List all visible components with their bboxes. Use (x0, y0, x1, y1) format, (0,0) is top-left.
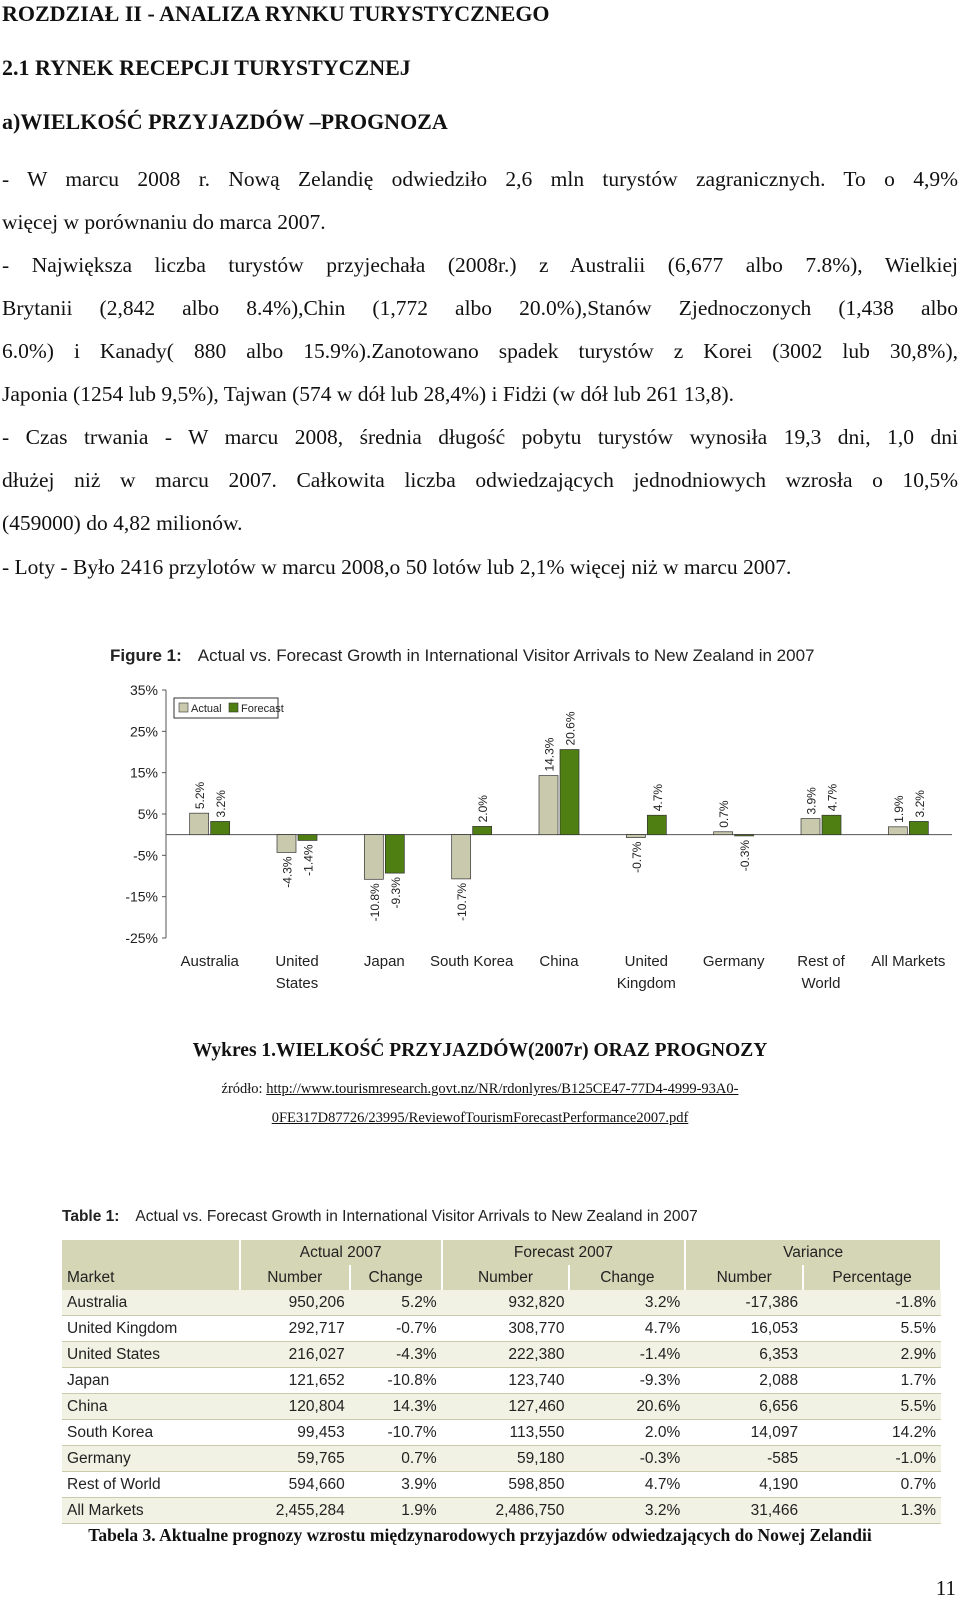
table-cell: -10.8% (350, 1368, 442, 1394)
legend-swatch (179, 703, 188, 712)
bar-value-label: -1.4% (301, 844, 316, 876)
x-category-label: States (275, 975, 319, 992)
bar-actual (539, 776, 558, 835)
text-line: - W marcu 2008 r. Nową Zelandię odwiedziło 2,6 mln turystów zagranicznych. To o 4,9% (2, 167, 958, 191)
table-row (62, 1342, 941, 1368)
bar-value-label: 3.9% (804, 787, 819, 815)
table-cell: 2.0% (569, 1420, 685, 1446)
bar-actual (714, 832, 733, 835)
x-category-label: All Markets (871, 953, 946, 970)
table-cell: 6,353 (685, 1342, 803, 1368)
y-tick-label: -5% (133, 847, 158, 864)
table-row (62, 1472, 941, 1498)
bar-value-label: 14.3% (542, 737, 557, 772)
x-category-label: United (275, 953, 319, 970)
table-cell: 31,466 (685, 1498, 803, 1524)
paragraph-markets (2, 250, 958, 422)
table-cell: -1.0% (803, 1446, 941, 1472)
table-cell-market: Australia (62, 1290, 240, 1316)
table-cell-market: China (62, 1394, 240, 1420)
bar-forecast (647, 815, 666, 834)
table-cell: -4.3% (350, 1342, 442, 1368)
bar-forecast (473, 826, 492, 834)
bar-value-label: -10.7% (455, 882, 470, 921)
table-column-header: Number (442, 1265, 570, 1290)
figure-1 (110, 646, 960, 1026)
table-row (62, 1420, 941, 1446)
table-cell-market: All Markets (62, 1498, 240, 1524)
table-row (62, 1498, 941, 1524)
bar-actual (452, 835, 471, 879)
table-cell: 3.9% (350, 1472, 442, 1498)
bar-actual (626, 835, 645, 838)
table-cell: 594,660 (240, 1472, 350, 1498)
bar-forecast (735, 835, 754, 836)
table-cell: 1.3% (803, 1498, 941, 1524)
text-line: - Loty - Było 2416 przylotów w marcu 2008,o 50 lotów lub 2,1% więcej niż w marcu 2007. (2, 555, 792, 579)
x-category-label: China (539, 953, 579, 970)
table-cell: 6,656 (685, 1394, 803, 1420)
table-cell: 16,053 (685, 1316, 803, 1342)
text-line: dłużej niż w marcu 2007. Całkowita liczba odwiedzających jednodniowych wzrosła o 10,5% (2, 468, 958, 492)
text-line: - Czas trwania - W marcu 2008, średnia długość pobytu turystów wynosiła 19,3 dni, 1,0 dni (2, 425, 958, 449)
source-label: źródło: (221, 1081, 267, 1097)
table-cell: 120,804 (240, 1394, 350, 1420)
table-cell: 123,740 (442, 1368, 570, 1394)
table-cell: 3.2% (569, 1498, 685, 1524)
table-title (62, 1208, 942, 1226)
table-cell: 3.2% (569, 1290, 685, 1316)
table-cell: 20.6% (569, 1394, 685, 1420)
bar-actual (364, 835, 383, 880)
x-category-label: Australia (180, 953, 239, 970)
paragraph-duration (2, 422, 958, 551)
text-line: więcej w porównaniu do marca 2007. (2, 210, 326, 234)
table-cell: -1.4% (569, 1342, 685, 1368)
figure-label: Figure 1: (110, 646, 182, 665)
table-cell-market: Rest of World (62, 1472, 240, 1498)
text-line: (459000) do 4,82 milionów. (2, 511, 243, 535)
text-line: Brytanii (2,842 albo 8.4%),Chin (1,772 albo 20.0%),Stanów Zjednoczonych (1,438 albo (2, 296, 958, 320)
table-column-header: Number (685, 1265, 803, 1290)
table-row (62, 1446, 941, 1472)
table-cell: 127,460 (442, 1394, 570, 1420)
table-cell: -9.3% (569, 1368, 685, 1394)
table-cell: 1.9% (350, 1498, 442, 1524)
table-cell: -17,386 (685, 1290, 803, 1316)
bar-forecast (909, 821, 928, 834)
bar-value-label: 1.9% (891, 795, 906, 823)
table-cell: 14.2% (803, 1420, 941, 1446)
text-line: Japonia (1254 lub 9,5%), Tajwan (574 w dół lub 28,4%) i Fidżi (w dół lub 261 13,8). (2, 382, 734, 406)
x-category-label: Kingdom (616, 975, 676, 992)
table-row (62, 1316, 941, 1342)
table-cell: 4.7% (569, 1316, 685, 1342)
bar-forecast (822, 815, 841, 834)
table-cell: 2,088 (685, 1368, 803, 1394)
table-cell-market: Germany (62, 1446, 240, 1472)
table-caption: Tabela 3. Aktualne prognozy wzrostu międzynarodowych przyjazdów odwiedzających do Nowej Zelandii (88, 1525, 872, 1545)
table-cell: 113,550 (442, 1420, 570, 1446)
table-cell-market: United Kingdom (62, 1316, 240, 1342)
table-group-header: Variance (685, 1240, 941, 1265)
table-cell: -1.8% (803, 1290, 941, 1316)
table-group-header: Actual 2007 (240, 1240, 442, 1265)
table-cell-market: Japan (62, 1368, 240, 1394)
bar-value-label: -4.3% (280, 856, 295, 888)
table-cell: -0.7% (350, 1316, 442, 1342)
table-cell: 14,097 (685, 1420, 803, 1446)
table-row (62, 1394, 941, 1420)
subsection-heading: a)WIELKOŚĆ PRZYJAZDÓW –PROGNOZA (2, 109, 448, 134)
table-group-header: Forecast 2007 (442, 1240, 686, 1265)
table-cell-market: United States (62, 1342, 240, 1368)
table-cell: 216,027 (240, 1342, 350, 1368)
table-cell: 4.7% (569, 1472, 685, 1498)
bar-value-label: 20.6% (563, 711, 578, 746)
y-tick-label: -25% (125, 930, 158, 946)
table-cell: -585 (685, 1446, 803, 1472)
source-link-part2[interactable]: 0FE317D87726/23995/ReviewofTourismForecastPerformance2007.pdf (271, 1110, 689, 1126)
bar-value-label: 0.7% (717, 800, 732, 828)
figure-source (0, 1075, 960, 1133)
bar-forecast (211, 821, 230, 834)
source-link-part1[interactable]: http://www.tourismresearch.govt.nz/NR/rdonlyres/B125CE47-77D4-4999-93A0- (266, 1081, 739, 1097)
figure-title-text: Actual vs. Forecast Growth in International Visitor Arrivals to New Zealand in 2007 (197, 646, 815, 665)
table-column-header: Change (350, 1265, 442, 1290)
table-cell: 5.5% (803, 1316, 941, 1342)
table-cell: 308,770 (442, 1316, 570, 1342)
table-cell: 4,190 (685, 1472, 803, 1498)
chapter-heading: ROZDZIAŁ II - ANALIZA RYNKU TURYSTYCZNEGO (2, 1, 550, 26)
bar-value-label: 5.2% (193, 781, 208, 810)
table-column-header: Percentage (803, 1265, 941, 1290)
table-cell: 598,850 (442, 1472, 570, 1498)
table-column-header: Market (62, 1265, 240, 1290)
table-cell: 950,206 (240, 1290, 350, 1316)
y-tick-label: 15% (129, 764, 158, 781)
bar-value-label: 4.7% (825, 783, 840, 812)
bar-value-label: -9.3% (388, 877, 403, 909)
y-tick-label: -15% (125, 888, 158, 905)
bar-value-label: -10.8% (367, 883, 382, 922)
table-cell: -0.3% (569, 1446, 685, 1472)
text-line: - Największa liczba turystów przyjechała (2008r.) z Australii (6,677 albo 7.8%), Wielkiej (2, 253, 958, 277)
table-group-header-empty (62, 1240, 240, 1265)
table-cell-market: South Korea (62, 1420, 240, 1446)
table-cell: 59,765 (240, 1446, 350, 1472)
table-row (62, 1368, 941, 1394)
table-cell: 14.3% (350, 1394, 442, 1420)
y-tick-label: 35% (129, 682, 158, 698)
table-title-text: Actual vs. Forecast Growth in International Visitor Arrivals to New Zealand in 2007 (135, 1208, 698, 1225)
table-cell: 222,380 (442, 1342, 570, 1368)
bar-actual (888, 827, 907, 835)
bar-forecast (560, 750, 579, 835)
table-cell: 5.2% (350, 1290, 442, 1316)
bar-chart (110, 668, 960, 1038)
y-tick-label: 25% (129, 723, 158, 740)
legend-label: Forecast (241, 703, 284, 715)
bar-actual (190, 813, 209, 834)
table-cell: 932,820 (442, 1290, 570, 1316)
table-cell: 121,652 (240, 1368, 350, 1394)
bar-value-label: 2.0% (476, 795, 491, 823)
x-category-label: Germany (702, 953, 765, 970)
arrivals-table (62, 1240, 942, 1524)
bar-value-label: 3.2% (912, 790, 927, 818)
legend-label: Actual (191, 703, 222, 715)
bar-forecast (385, 835, 404, 873)
table-column-header: Number (240, 1265, 350, 1290)
section-heading: 2.1 RYNEK RECEPCJI TURYSTYCZNEJ (2, 55, 411, 80)
table-cell: 2,455,284 (240, 1498, 350, 1524)
paragraph-flights (2, 552, 958, 595)
table-cell: 99,453 (240, 1420, 350, 1446)
page-number: 11 (935, 1576, 956, 1600)
bar-forecast (298, 835, 317, 841)
table-label: Table 1: (62, 1208, 120, 1225)
figure-caption: Wykres 1.WIELKOŚĆ PRZYJAZDÓW(2007r) ORAZ PROGNOZY (192, 1040, 768, 1061)
x-category-label: South Korea (429, 953, 514, 970)
x-category-label: World (801, 975, 841, 992)
table-cell: 0.7% (803, 1472, 941, 1498)
table-cell: 2,486,750 (442, 1498, 570, 1524)
table-column-header: Change (569, 1265, 685, 1290)
table-cell: 2.9% (803, 1342, 941, 1368)
y-tick-label: 5% (137, 806, 158, 822)
bar-value-label: -0.7% (629, 841, 644, 873)
bar-actual (277, 835, 296, 853)
x-category-label: United (624, 953, 669, 970)
x-category-label: Japan (363, 953, 405, 970)
legend-swatch (229, 703, 238, 712)
table-cell: 292,717 (240, 1316, 350, 1342)
bar-value-label: -0.3% (738, 839, 753, 872)
table-cell: 0.7% (350, 1446, 442, 1472)
table-cell: 5.5% (803, 1394, 941, 1420)
table-row (62, 1290, 941, 1316)
paragraph-arrivals (2, 164, 958, 250)
bar-value-label: 4.7% (650, 783, 665, 812)
bar-actual (801, 819, 820, 835)
text-line: 6.0%) i Kanady( 880 albo 15.9%).Zanotowano spadek turystów z Korei (3002 lub 30,8%), (2, 339, 958, 363)
table-cell: 1.7% (803, 1368, 941, 1394)
table-cell: 59,180 (442, 1446, 570, 1472)
x-category-label: Rest of (797, 953, 845, 970)
bar-value-label: 3.2% (214, 790, 229, 818)
table-cell: -10.7% (350, 1420, 442, 1446)
table-body (62, 1290, 941, 1524)
